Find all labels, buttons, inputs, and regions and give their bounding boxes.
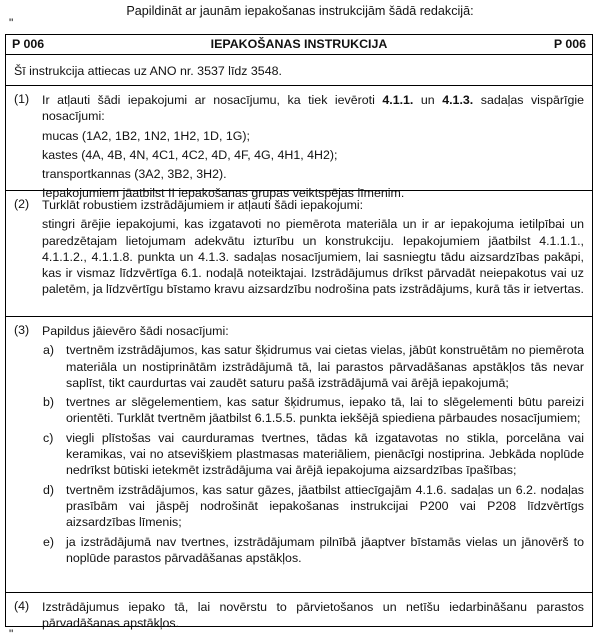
table-header [6,35,592,55]
section-1-lead: Ir atļauti šādi iepakojumi ar nosacījumu, ka tiek ievēroti 4.1.1. un 4.1.3. sadaļas vispārīgie nosacījumi: [42,93,585,124]
section-4-text: Izstrādājumus iepako tā, lai novērstu to pārvietošanos un netīšu iedarbināšanu parastos pārvadāšanas apstākļos. [42,600,584,631]
section-2-text: stingri ārējie iepakojumi, kas izgatavoti no piemērota materiāla un ir ar iepakojuma ietilpībai un paredzētajam lietojumam adekvātu izturību un konstrukciju. Iepakojumiem jāatbilst 4.1.1.1., 4.1.1.2., 4.1.1.8. punkta un 4.1.3. sadaļas nosacījumiem, lai sasniegtu tādu aizsardzības pakāpi, kas ir vismaz līdzvērtīga 6.1. nodaļā noteiktajai. Izstrādājumus drīkst pārvadāt neiepakotus vai uz paletēm, ja līdzvērtīgu bīstamo kravu aizsardzību nodrošina pats izstrādājums, kurā tās ir ietvertas. [42,217,584,297]
condition-text: tvertnēm izstrādājumos, kas satur gāzes, jāatbilst attiecīgajām 4.1.6. sadaļas un 6.2. nodaļas prasībām vai jāspēj nodrošināt iepakošanas instrukcijai P200 vai P208 līdzvērtīgs aizsardzības līmenis; [66,482,584,530]
condition-item [42,534,584,567]
condition-label: a) [43,343,55,358]
condition-text: tvertnēm izstrādājumos, kas satur šķidrumus vai cietas vielas, jābūt konstruētām no piemērota materiāla un nostiprinātām izstrādājumā tā, lai parastos pārvadāšanas apstākļos tās nevar saplīst, tikt caurdurtas vai zaudēt saturu pašā izstrādājumā vai ārējā iepakojumā; [66,343,584,390]
instruction-code-left: P 006 [12,37,45,51]
section-number: (3) [14,323,30,337]
condition-item [42,342,584,391]
section-1 [6,86,592,201]
reference-4-1-1: 4.1.1. [382,93,414,107]
condition-text: viegli plīstošas vai caurduramas tvertnes, tādas kā izgatavotas no stikla, porcelāna vai keramikas, vai no atsevišķiem plastmasas materiāliem, pienācīgi nostiprina. Jebkāda noplūde nedrīkst būtiski ietekmēt izstrādājuma vai ārējā iepakojuma aizsardzības īpašības; [66,430,584,478]
closing-quote-mark: " [9,627,14,641]
condition-text: ja izstrādājumā nav tvertnes, izstrādājumam pilnībā jāaptver bīstamās vielas un jānovērš to noplūde parastos pārvadāšanas apstākļos. [66,534,584,565]
condition-text: tvertnes ar slēgelementiem, kas satur šķidrumus, iepako tā, lai to slēgelementi būtu pareizi orientēti. Turklāt tvertnēm jāatbilst 6.1.5.5. punkta iekšējā spiediena pārbaudes nosacījumiem; [66,395,584,426]
section-2-lead: Turklāt robustiem izstrādājumiem ir atļauti šādi iepakojumi: [42,198,364,212]
opening-quote-mark: " [9,16,14,30]
instruction-title: IEPAKOŠANAS INSTRUKCIJA [210,37,388,51]
section-number: (1) [14,92,30,106]
boxes-list: kastes (4A, 4B, 4N, 4C1, 4C2, 4D, 4F, 4G, 4H1, 4H2); [42,147,338,162]
condition-label: b) [43,395,55,410]
reference-4-1-3: 4.1.3. [442,93,474,107]
section-2 [6,191,592,317]
section-number: (4) [14,599,30,613]
scope-row: Šī instrukcija attiecas uz ANO nr. 3537 līdz 3548. [6,55,592,86]
section-number: (2) [14,197,30,211]
drums-list: mucas (1A2, 1B2, 1N2, 1H2, 1D, 1G); [42,128,250,143]
condition-label: c) [43,430,54,445]
section-3-lead: Papildus jāievēro šādi nosacījumi: [42,324,229,338]
condition-label: e) [43,534,55,549]
instruction-code-right: P 006 [553,37,586,51]
condition-item [42,394,584,427]
packing-instruction-table [5,34,593,631]
amendment-intro: Papildināt ar jaunām iepakošanas instrukcijām šādā redakcijā: [126,4,474,18]
performance-note: Iepakojumiem jāatbilst II iepakošanas grupas veiktspējas līmenim. [42,186,405,201]
condition-item [42,430,584,479]
condition-item [42,482,584,531]
jerricans-list: transportkannas (3A2, 3B2, 3H2). [42,167,227,182]
section-4 [6,593,592,641]
section-3 [6,317,592,593]
condition-label: d) [43,482,55,497]
